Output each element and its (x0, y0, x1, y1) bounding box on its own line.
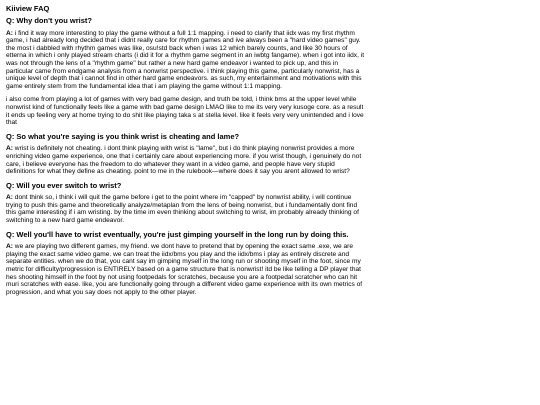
faq-question: Q: Will you ever switch to wrist? (6, 180, 122, 190)
faq-question: Q: Well you'll have to wrist eventually, you're just gimping yourself in the long run by doing this. (6, 229, 349, 239)
answer-text: we are playing two different games, my friend. we dont have to pretend that by opening the exact same .exe, we are playing the exact same video game. we can treat the iidx/bms you play and the iidx/bms i play as entirely discrete and separate entities. when we do that, you cant say im gimping myself in the long run or shooting myself in the foot, since my metric for difficulty/progression is ENTIRELY based on a game structure that is nonwrist! itd be like telling a DP player that hes shooting himself in the foot by not using footpedals for scratches, because you are a footpedal scratcher who can hit muri scratches with ease. like, you are functionally going through a different video game experience with its own metrics of progression, and what you say does not apply to the other player. (6, 243, 363, 296)
answer-text: wrist is definitely not cheating. i dont think playing with wrist is "lame", but i do think playing nonwrist provides a more enriching video game experience, one that i certainly care about experiencing more. if you wrist though, i genuinely do not care, i believe everyone has the freedom to do whatever they want in a video game, and people have very stupid definitions for what they define as cheating. point to me in the rulebook—where does it say you arent allowed to wrist? (6, 145, 362, 176)
answer-label: A: (6, 145, 13, 153)
faq-item-is-wrist-cheating (6, 133, 534, 176)
faq-question: Q: Why don't you wrist? (6, 16, 92, 25)
faq-answer (6, 194, 366, 224)
faq-question: Q: So what you're saying is you think wrist is cheating and lame? (6, 131, 240, 141)
faq-answer (6, 145, 366, 175)
answer-label: A: (6, 29, 13, 37)
faq-item-will-you-switch (6, 182, 534, 225)
page-title: Kiiview FAQ (6, 4, 50, 13)
answer-text: i find it way more interesting to play the game without a full 1:1 mapping. i need to clarify that iidx was my first rhythm game, i had already long decided that i didnt really care for rhythm games and ive always been a "hard video games" guy. the most i dabbled with rhythm games was like, osu!std back when i was 12 which barely counts, and like 30 hours of etterna in which i only played stream charts (i did it for a rhythm game segment in an iwbtg fangame). when i got into iidx, it was not through the lens of a "rhythm game" but rather a new hard game endeavor i wanted to pick up, and this in particular came from endgame analysis from a nonwrist perspective. i think playing this game, particularly nonwrist, has a unique level of depth that i cannot find in other hard game endeavors. as such, my entertainment and motivations with this game entirely stem from the fundamental idea that i am playing the game without 1:1 mapping. (6, 29, 365, 90)
faq-answer (6, 243, 366, 296)
answer-label: A: (6, 243, 13, 251)
answer-text: dont think so, i think i will quit the game before i get to the point where im "capped" by nonwrist ability, i will continue trying to push this game and theoretically analyze/metaplan from the lens of being nonwrist, but i fundamentally dont find this game interesting if i am wristing. by the time im even thinking about switching to wrist, im probably already thinking of switching to a new hard game endeavor. (6, 194, 359, 225)
faq-answer (6, 30, 366, 91)
answer-label: A: (6, 194, 13, 202)
faq-item-why-dont-you-wrist (6, 17, 534, 127)
faq-item-gimping-yourself (6, 231, 534, 297)
faq-answer-extra-paragraph: i also come from playing a lot of games with very bad game design, and truth be told, i think bms at the upper level while nonwrist kind of functionally feels like a game with bad game design LMAO like to me its very very kusoge core. as a result it ends up feeling very at home trying to do shit like playing taka s at stella level. like it feels very very unintended and i love that (6, 96, 364, 127)
